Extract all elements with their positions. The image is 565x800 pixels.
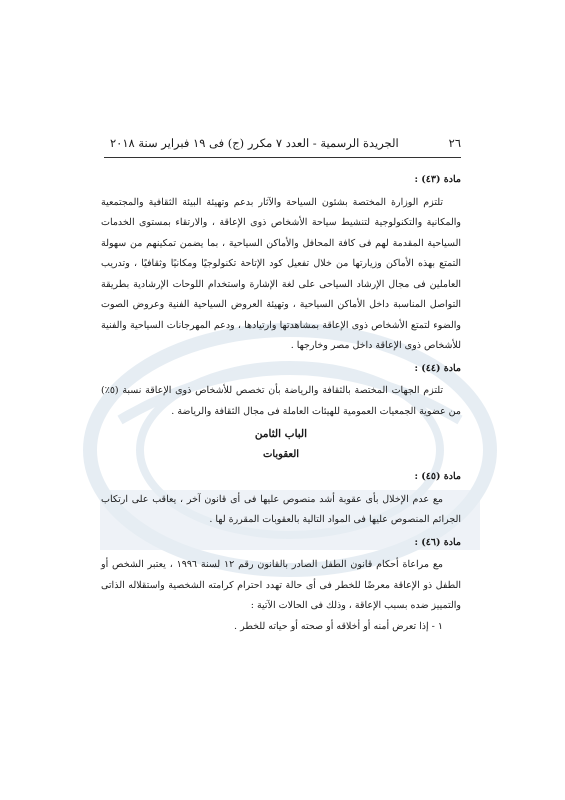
- article-44-text: تلتزم الجهات المختصة بالثقافة والرياضة بأن تخصص للأشخاص ذوى الإعاقة نسبة (٥٪) من عضوية الجمعيات العمومية للهيئات العاملة فى مجال الثقافة والرياضة .: [101, 385, 461, 417]
- article-43-title: مادة (٤٣) :: [414, 174, 461, 185]
- article-46-title: مادة (٤٦) :: [414, 536, 461, 548]
- part-title: الباب الثامن: [254, 428, 308, 440]
- article-45-title: مادة (٤٥) :: [414, 471, 461, 482]
- page-header: [110, 136, 461, 150]
- gazette-title: الجريدة الرسمية - العدد ٧ مكرر (ج) فى ١٩ فبراير سنة ٢٠١٨: [110, 136, 399, 150]
- document-body: [101, 168, 461, 637]
- header-rule: [104, 157, 461, 158]
- article-44-title: مادة (٤٤) :: [414, 362, 461, 374]
- article-46-item-1: ١ - إذا تعرض أمنه أو أخلاقه أو صحته أو حياته للخطر .: [234, 620, 443, 632]
- article-45-text: مع عدم الإخلال بأى عقوبة أشد منصوص عليها فى أى قانون آخر ، يعاقب على ارتكاب الجرائم المنصوص عليها فى المواد التالية بالعقوبات المقررة لها .: [101, 493, 461, 525]
- article-46-text: مع مراعاة أحكام قانون الطفل الصادر بالقانون رقم ١٢ لسنة ١٩٩٦ ، يعتبر الشخص أو الطفل ذو الإعاقة معرضًا للخطر فى أى حالة تهدد احترام كرامته الشخصية واستقلاله الذاتى والتمييز ضده بسبب الإعاقة ، وذلك فى الحالات الآتية :: [101, 559, 461, 611]
- part-subtitle: العقوبات: [262, 448, 300, 460]
- article-43-text: تلتزم الوزارة المختصة بشئون السياحة والآثار بدعم وتهيئة البيئة الثقافية والمجتمعية والمكانية والتكنولوجية لتنشيط سياحة الأشخاص ذوى الإعاقة ، والارتقاء بمستوى الخدمات السياحية المقدمة لهم فى كافة المحافل والأماكن السياحية ، بما يضمن تمكينهم من سهولة التمتع بهذه الأماكن وزيارتها من خلال تفعيل كود الإتاحة تكنولوجيًا ومكانيًا وثقافيًا ، وتدريب العاملين فى مجال الإرشاد السياحى على لغة الإشارة واستخدام اللوحات الإرشادية بطريقة التواصل المناسبة داخل الأماكن السياحية ، وتهيئة العروض السياحية الفنية وعروض الصوت والضوء لتمتع الأشخاص ذوى الإعاقة بمشاهدتها وارتيادها ، ودعم المهرجانات السياحية والفنية للأشخاص ذوى الإعاقة داخل مصر وخارجها .: [101, 196, 461, 351]
- page-number: ٢٦: [448, 136, 461, 150]
